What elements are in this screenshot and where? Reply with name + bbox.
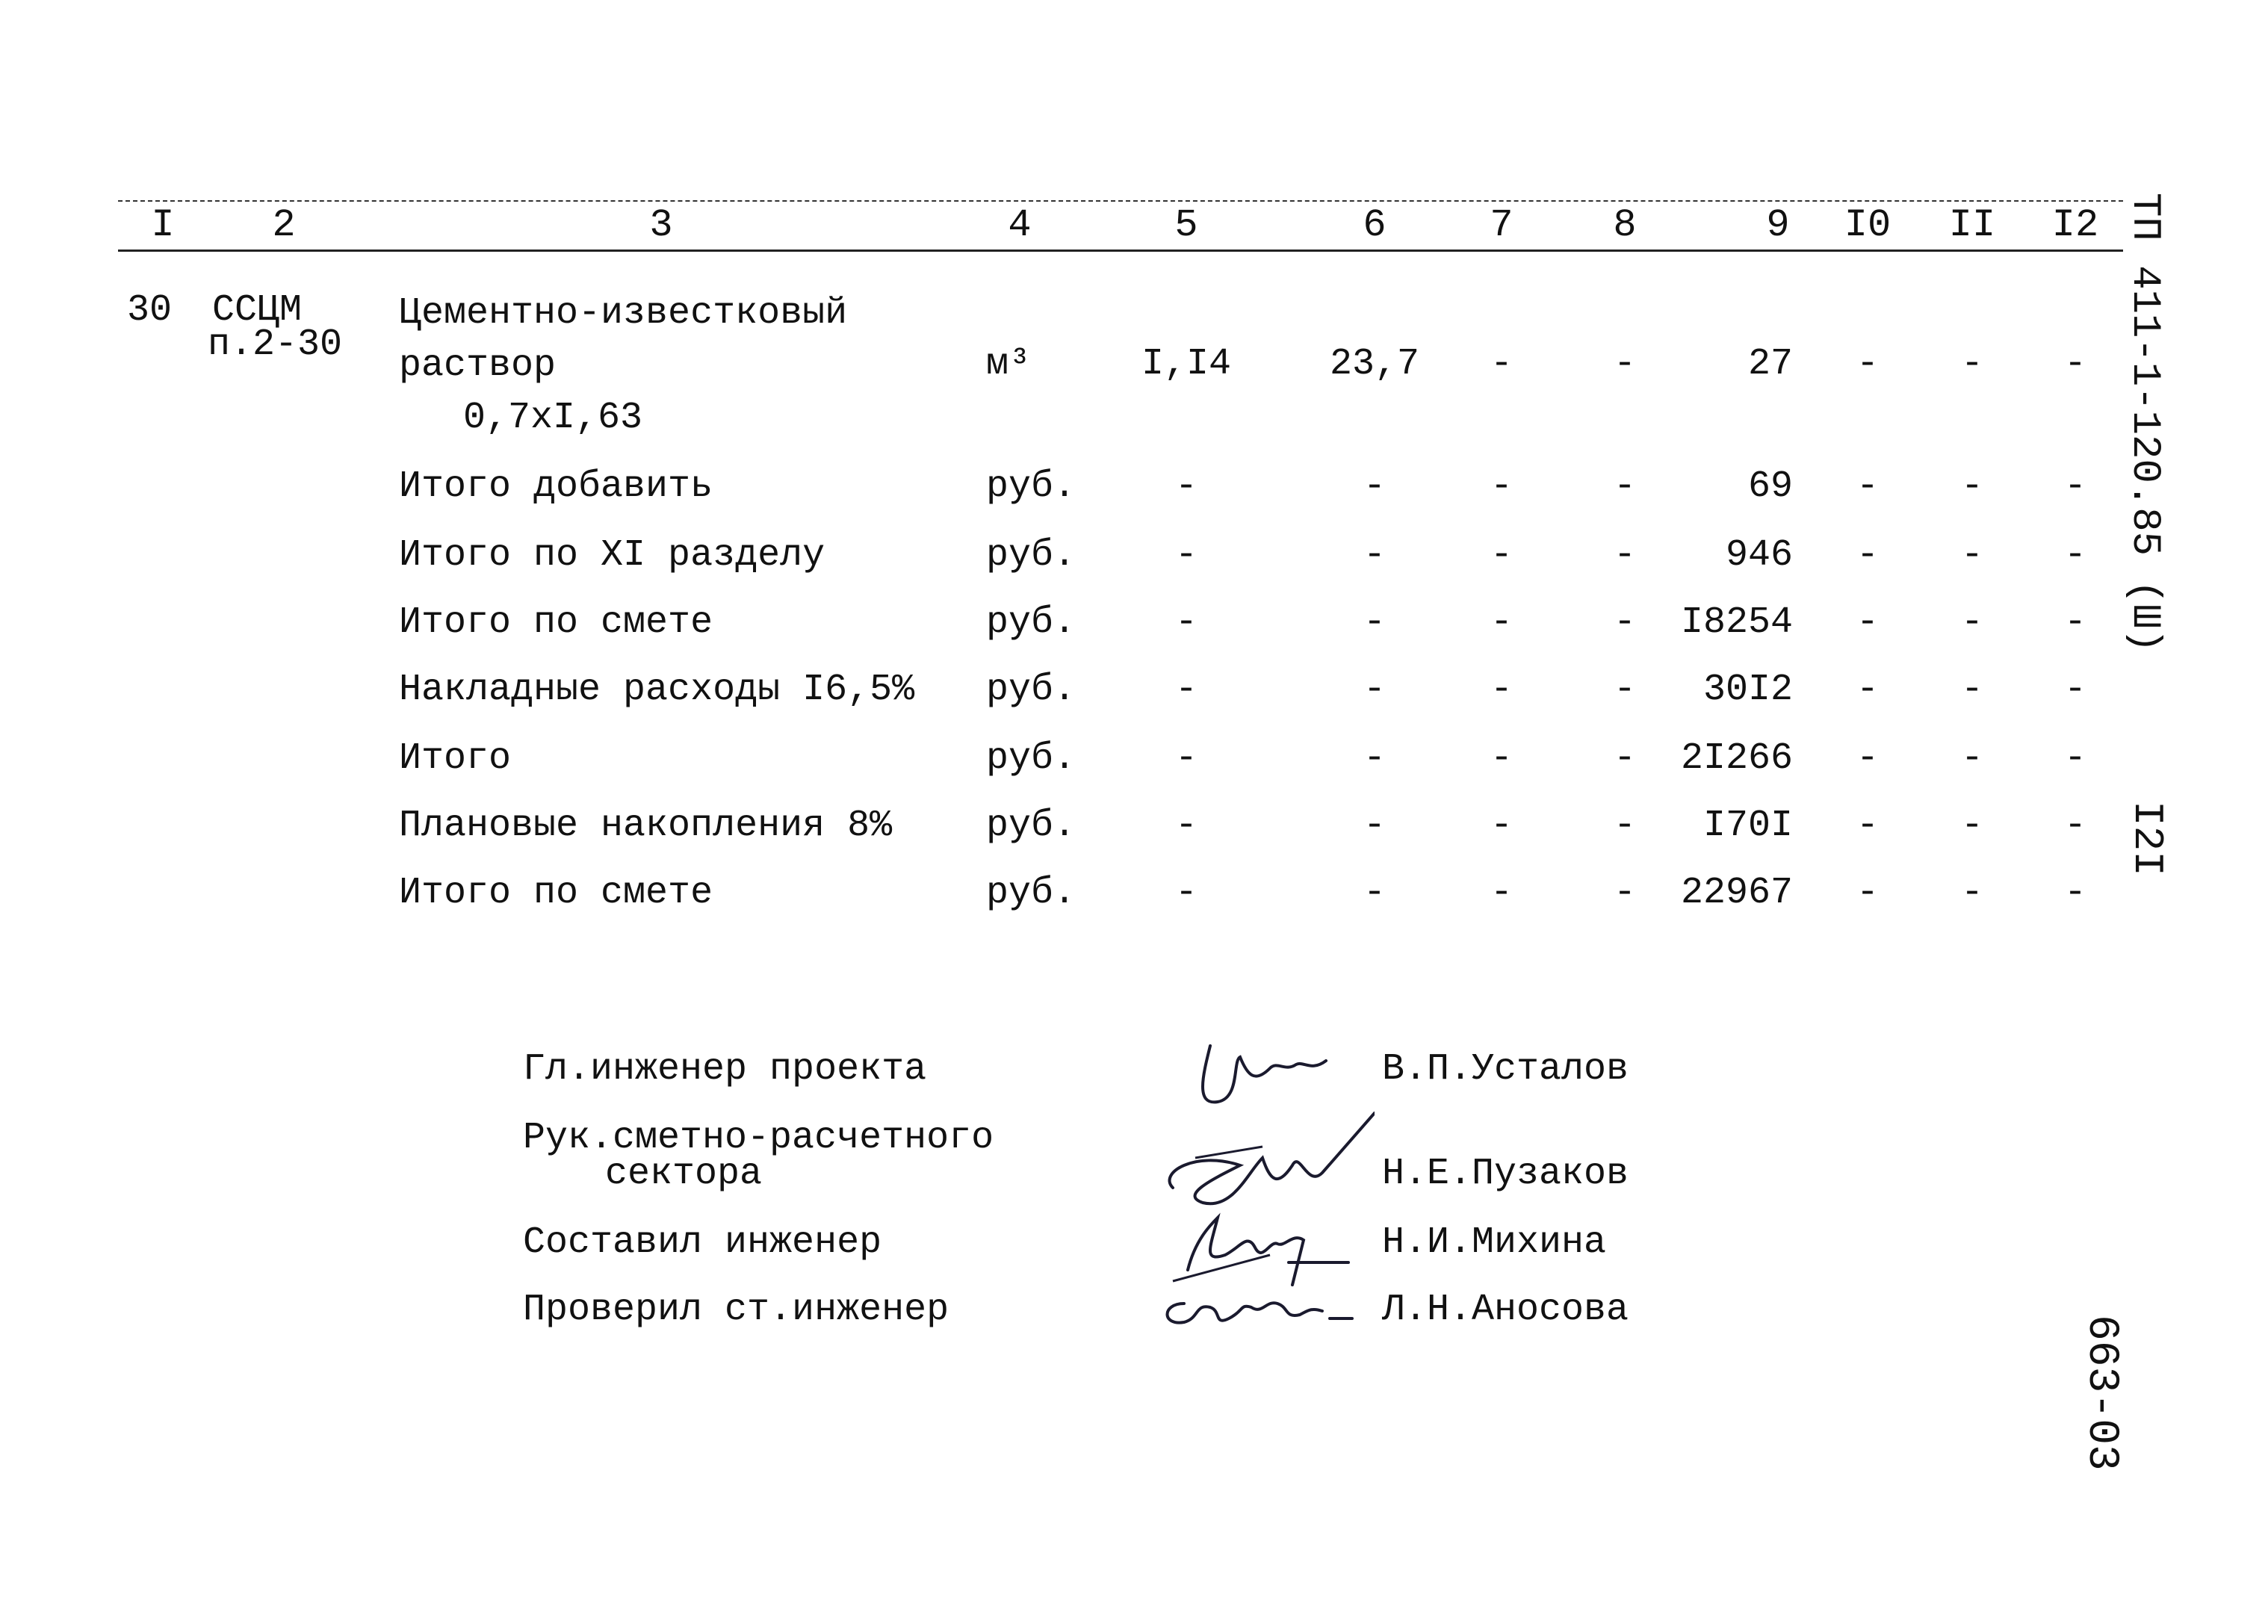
header-top-rule xyxy=(118,200,2123,202)
row-col-5: - xyxy=(1174,737,1197,780)
row-col-8: - xyxy=(1613,872,1636,914)
row-col-11: - xyxy=(1960,669,1983,711)
column-header-10: I0 xyxy=(1844,203,1891,247)
handwritten-signature-2 xyxy=(1150,1106,1375,1218)
row-col-5: - xyxy=(1174,601,1197,644)
row-col-7: - xyxy=(1490,737,1513,780)
row-col-10: - xyxy=(1856,737,1879,780)
row-col-7: - xyxy=(1490,669,1513,711)
signature-name-2: Н.Е.Пузаков xyxy=(1382,1153,1629,1195)
row-col-6: - xyxy=(1363,601,1386,644)
project-code-label: ТП 411-1-120.85 (Ш) xyxy=(2122,193,2167,653)
row-col-6: - xyxy=(1363,737,1386,780)
column-header-9: 9 xyxy=(1766,203,1790,247)
item-col-6: 23,7 xyxy=(1329,343,1420,385)
row-col-8: - xyxy=(1613,534,1636,577)
item-col-9: 27 xyxy=(1747,343,1793,385)
row-col-5: - xyxy=(1174,669,1197,711)
signature-name-1: В.П.Усталов xyxy=(1382,1048,1629,1091)
row-col-10: - xyxy=(1856,805,1879,847)
row-unit: руб. xyxy=(986,534,1076,577)
signature-role-2-line2: сектора xyxy=(605,1153,763,1195)
column-header-12: I2 xyxy=(2051,203,2099,247)
column-header-6: 6 xyxy=(1363,203,1386,247)
column-header-5: 5 xyxy=(1174,203,1198,247)
row-col-10: - xyxy=(1856,872,1879,914)
page-number-label: I2I xyxy=(2123,801,2171,876)
item-col-7: - xyxy=(1490,343,1513,385)
row-col-9: 30I2 xyxy=(1702,669,1793,711)
row-col-10: - xyxy=(1856,465,1879,508)
handwritten-signature-4 xyxy=(1154,1274,1378,1348)
item-code-line2: п.2-30 xyxy=(208,323,343,366)
row-unit: руб. xyxy=(986,737,1076,780)
row-col-11: - xyxy=(1960,872,1983,914)
row-unit: руб. xyxy=(986,872,1076,914)
row-unit: руб. xyxy=(986,669,1076,711)
row-col-6: - xyxy=(1363,534,1386,577)
row-col-12: - xyxy=(2063,669,2086,711)
row-col-11: - xyxy=(1960,737,1983,780)
signature-role-3: Составил инженер xyxy=(523,1221,882,1264)
row-col-8: - xyxy=(1613,737,1636,780)
column-header-11: II xyxy=(1948,203,1996,247)
row-col-8: - xyxy=(1613,601,1636,644)
row-unit: руб. xyxy=(986,465,1076,508)
signature-role-2-line1: Рук.сметно-расчетного xyxy=(523,1117,994,1159)
row-col-9: 22967 xyxy=(1680,872,1793,914)
row-label: Итого по смете xyxy=(399,872,713,914)
row-col-10: - xyxy=(1856,669,1879,711)
row-col-7: - xyxy=(1490,534,1513,577)
row-label: Итого по XI разделу xyxy=(399,534,825,577)
item-col-12: - xyxy=(2063,343,2086,385)
item-name-line1: Цементно-известковый xyxy=(399,292,848,335)
item-col-10: - xyxy=(1856,343,1879,385)
row-col-9: 69 xyxy=(1747,465,1793,508)
column-header-2: 2 xyxy=(272,203,296,247)
row-col-6: - xyxy=(1363,805,1386,847)
item-number: 30 xyxy=(127,289,173,332)
row-col-5: - xyxy=(1174,872,1197,914)
row-col-8: - xyxy=(1613,805,1636,847)
column-header-1: I xyxy=(151,203,175,247)
row-col-9: 946 xyxy=(1725,534,1793,577)
row-col-6: - xyxy=(1363,669,1386,711)
row-label: Итого добавить xyxy=(399,465,713,508)
row-unit: руб. xyxy=(986,805,1076,847)
item-code-line1: ССЦМ xyxy=(212,289,303,332)
item-col-11: - xyxy=(1960,343,1983,385)
row-col-10: - xyxy=(1856,534,1879,577)
signature-role-4: Проверил ст.инженер xyxy=(523,1289,949,1331)
row-col-11: - xyxy=(1960,534,1983,577)
row-col-12: - xyxy=(2063,872,2086,914)
row-col-12: - xyxy=(2063,534,2086,577)
row-label: Накладные расходы I6,5% xyxy=(399,669,915,711)
row-unit: руб. xyxy=(986,601,1076,644)
row-col-5: - xyxy=(1174,805,1197,847)
row-col-7: - xyxy=(1490,601,1513,644)
column-header-8: 8 xyxy=(1613,203,1637,247)
row-col-7: - xyxy=(1490,465,1513,508)
item-formula: 0,7хI,63 xyxy=(463,397,643,439)
item-col-8: - xyxy=(1613,343,1636,385)
row-col-7: - xyxy=(1490,872,1513,914)
row-col-6: - xyxy=(1363,872,1386,914)
row-label: Плановые накопления 8% xyxy=(399,805,893,847)
document-number-label: 663-03 xyxy=(2077,1315,2125,1471)
row-col-8: - xyxy=(1613,465,1636,508)
row-col-5: - xyxy=(1174,465,1197,508)
row-col-6: - xyxy=(1363,465,1386,508)
row-col-12: - xyxy=(2063,737,2086,780)
row-col-12: - xyxy=(2063,805,2086,847)
signature-name-4: Л.Н.Аносова xyxy=(1382,1289,1629,1331)
column-header-7: 7 xyxy=(1490,203,1513,247)
signature-name-3: Н.И.Михина xyxy=(1382,1221,1607,1264)
row-col-11: - xyxy=(1960,465,1983,508)
row-col-5: - xyxy=(1174,534,1197,577)
row-col-9: I70I xyxy=(1702,805,1793,847)
row-col-12: - xyxy=(2063,601,2086,644)
column-header-4: 4 xyxy=(1008,203,1032,247)
row-col-12: - xyxy=(2063,465,2086,508)
row-label: Итого по смете xyxy=(399,601,713,644)
header-bottom-rule xyxy=(118,250,2123,252)
column-header-3: 3 xyxy=(649,203,673,247)
row-label: Итого xyxy=(399,737,512,780)
row-col-9: 2I266 xyxy=(1680,737,1793,780)
row-col-11: - xyxy=(1960,805,1983,847)
row-col-8: - xyxy=(1613,669,1636,711)
row-col-7: - xyxy=(1490,805,1513,847)
row-col-9: I8254 xyxy=(1680,601,1793,644)
signature-role-1: Гл.инженер проекта xyxy=(523,1048,927,1091)
item-name-line2: раствор xyxy=(399,344,557,387)
item-unit: м³ xyxy=(986,343,1032,385)
row-col-10: - xyxy=(1856,601,1879,644)
row-col-11: - xyxy=(1960,601,1983,644)
item-col-5: I,I4 xyxy=(1141,343,1232,385)
